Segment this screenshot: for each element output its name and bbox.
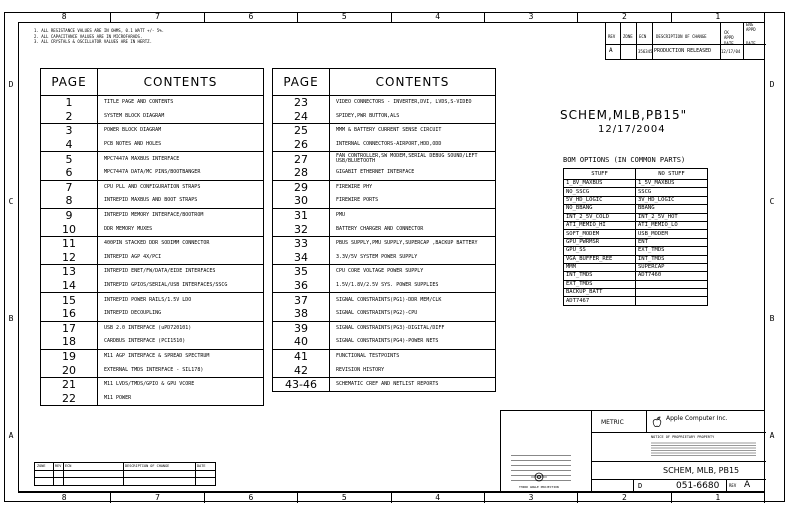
page-title: DDR MEMORY MUXES [98, 222, 264, 236]
no-stuff-header: NO STUFF [636, 169, 708, 180]
contents-row [273, 265, 496, 279]
bom-no-stuff-cell: 3V_HD_LOGIC [636, 196, 708, 204]
lower-left-table [34, 462, 216, 486]
contents-row [273, 349, 496, 363]
contents-row [273, 194, 496, 208]
drawing-number: 051-6680 [676, 481, 720, 491]
page-title: SIGNAL CONSTRAINTS(PG2)-CPU [330, 307, 496, 321]
contents-table-left [40, 68, 264, 406]
page-title: FAN CONTROLLER,SW MODEM,SERIAL DEBUG SOUND/LEFT USB/BLUETOOTH [330, 152, 496, 166]
contents-row [41, 391, 264, 405]
zone-marker: 6 [205, 12, 298, 22]
bom-no-stuff-cell: EXT_TMDS [636, 247, 708, 255]
page-number: 20 [41, 363, 98, 377]
zone-marker: D [769, 80, 775, 89]
page-title: FIREWIRE PORTS [330, 194, 496, 208]
revision-block [605, 22, 765, 60]
size-value: D [638, 482, 643, 490]
page-number: 34 [273, 251, 330, 265]
zone-marker: D [8, 80, 14, 89]
page-number: 37 [273, 293, 330, 307]
page-title: M11 POWER [98, 391, 264, 405]
contents-row [41, 293, 264, 307]
page-title: INTREPID DECOUPLING [98, 307, 264, 321]
contents-row [273, 124, 496, 138]
contents-row [273, 110, 496, 124]
contents-row [41, 307, 264, 321]
zone-marker: C [769, 197, 775, 206]
page-number: 11 [41, 236, 98, 250]
bom-no-stuff-cell [636, 280, 708, 288]
page-title: EXTERNAL TMDS INTERFACE - SIL178) [98, 363, 264, 377]
page-title: POWER BLOCK DIAGRAM [98, 124, 264, 138]
bom-stuff-cell: NO_BBANG [564, 205, 636, 213]
zone-marker: B [769, 314, 775, 323]
zone-header: ZONE [623, 34, 633, 39]
bom-no-stuff-cell: INT_2_5V_HOT [636, 213, 708, 221]
bom-no-stuff-cell: ENT [636, 238, 708, 246]
bom-options-table [563, 168, 708, 306]
bom-no-stuff-cell: ATI_MEMIO_LO [636, 221, 708, 229]
bom-no-stuff-cell: INT_TMDS [636, 255, 708, 263]
zone-marker: A [769, 431, 775, 440]
bom-stuff-cell: EXT_TMDS [564, 280, 636, 288]
page-title: M11 AGP INTERFACE & SPREAD SPECTRUM [98, 349, 264, 363]
schematic-title: SCHEM,MLB,PB15" [560, 108, 688, 122]
contents-column-header: CONTENTS [330, 69, 496, 96]
page-number: 13 [41, 265, 98, 279]
page-number: 5 [41, 152, 98, 166]
contents-row [273, 251, 496, 265]
bom-row [564, 188, 708, 196]
contents-row [41, 265, 264, 279]
page-title: BATTERY CHARGER AND CONNECTOR [330, 222, 496, 236]
page-number: 2 [41, 110, 98, 124]
zone-marker: 2 [578, 493, 671, 503]
zone-marker: 8 [18, 493, 111, 503]
bom-stuff-cell: NO_SSCG [564, 188, 636, 196]
bom-row [564, 213, 708, 221]
rev-header: REV [608, 34, 616, 39]
page-title: SIGNAL CONSTRAINTS(PG1)-DDR MEM/CLK [330, 293, 496, 307]
eng-appd-header: ENG APPD [746, 22, 756, 32]
page-title: PMU [330, 208, 496, 222]
zone-marker: 5 [298, 493, 391, 503]
metric-label: METRIC [601, 419, 624, 426]
bom-stuff-cell: ATI_MEMIO_HI [564, 221, 636, 229]
zone-marker: B [8, 314, 14, 323]
bom-row [564, 272, 708, 280]
contents-row [41, 124, 264, 138]
page-title: MPC7447A MAXBUS INTERFACE [98, 152, 264, 166]
contents-row [41, 166, 264, 180]
bom-stuff-cell: BACKUP_BATT [564, 289, 636, 297]
bom-no-stuff-cell: SUPERCAP [636, 263, 708, 271]
ll-description-header: DESCRIPTION OF CHANGE [125, 464, 170, 468]
page-title: GIGABIT ETHERNET INTERFACE [330, 166, 496, 180]
contents-row [273, 222, 496, 236]
page-number: 39 [273, 321, 330, 335]
page-number: 6 [41, 166, 98, 180]
bom-stuff-cell: 5V_HD_LOGIC [564, 196, 636, 204]
date-value: 12/17/04 [721, 49, 741, 54]
zone-marker: 4 [392, 493, 485, 503]
page-title: REVISION HISTORY [330, 363, 496, 377]
page-title: USB 2.0 INTERFACE (uPD720101) [98, 321, 264, 335]
page-number: 18 [41, 335, 98, 349]
bom-no-stuff-cell: ADT7460 [636, 272, 708, 280]
page-number: 35 [273, 265, 330, 279]
contents-row [41, 152, 264, 166]
page-title: 1.5V/1.8V/2.5V SYS. POWER SUPPLIES [330, 279, 496, 293]
contents-row [273, 180, 496, 194]
page-number: 26 [273, 138, 330, 152]
bom-row [564, 238, 708, 246]
zone-marker: 3 [485, 12, 578, 22]
note-line: 3. ALL CRYSTALS & OSCILLATOR VALUES ARE IN HERTZ. [34, 39, 153, 44]
drawing-title: SCHEM, MLB, PB15 [663, 466, 740, 475]
contents-row [41, 110, 264, 124]
contents-row [41, 194, 264, 208]
page-title: FUNCTIONAL TESTPOINTS [330, 349, 496, 363]
bom-stuff-cell: MMM [564, 263, 636, 271]
company-name: Apple Computer Inc. [666, 415, 728, 422]
page-title: CPU CORE VOLTAGE POWER SUPPLY [330, 265, 496, 279]
page-number: 9 [41, 208, 98, 222]
zone-marker: 8 [18, 12, 111, 22]
bom-stuff-cell: GPU_SS [564, 247, 636, 255]
page-number: 30 [273, 194, 330, 208]
description-header: DESCRIPTION OF CHANGE [656, 34, 707, 39]
bom-stuff-cell: INT_2_5V_COLD [564, 213, 636, 221]
ecn-header: ECN [639, 34, 647, 39]
zone-marker: 1 [672, 493, 765, 503]
page-title: SPIDEY,PWR BUTTON,ALS [330, 110, 496, 124]
page-number: 27 [273, 152, 330, 166]
page-number: 29 [273, 180, 330, 194]
page-title: PCB NOTES AND HOLES [98, 138, 264, 152]
bom-row [564, 180, 708, 188]
general-notes [34, 28, 164, 45]
bom-stuff-cell: ADT7467 [564, 297, 636, 305]
contents-row [273, 166, 496, 180]
page-column-header: PAGE [273, 69, 330, 96]
page-number: 10 [41, 222, 98, 236]
page-title: TITLE PAGE AND CONTENTS [98, 96, 264, 110]
contents-row [41, 222, 264, 236]
ll-zone-header: ZONE [37, 464, 46, 468]
page-title: CARDBUS INTERFACE (PCI1510) [98, 335, 264, 349]
bom-row [564, 196, 708, 204]
page-title: SIGNAL CONSTRAINTS(PG3)-DIGITAL/DIFF [330, 321, 496, 335]
bom-options-title: BOM OPTIONS (IN COMMON PARTS) [563, 156, 686, 164]
page-number: 31 [273, 208, 330, 222]
bom-row [564, 255, 708, 263]
contents-column-header: CONTENTS [98, 69, 264, 96]
bom-stuff-cell: VGA_BUFFER_REE [564, 255, 636, 263]
page-number: 1 [41, 96, 98, 110]
page-title: SCHEMATIC CREF AND NETLIST REPORTS [330, 377, 496, 392]
bom-no-stuff-cell [636, 297, 708, 305]
zone-marker: A [8, 431, 14, 440]
page-title: MMM & BATTERY CURRENT SENSE CIRCUIT [330, 124, 496, 138]
page-number: 40 [273, 335, 330, 349]
proprietary-notice: NOTICE OF PROPRIETARY PROPERTY [651, 435, 715, 439]
zone-marker: 3 [485, 493, 578, 503]
rev-label: REV [729, 483, 737, 488]
contents-row [41, 321, 264, 335]
page-number: 28 [273, 166, 330, 180]
contents-row [273, 208, 496, 222]
page-title: INTERNAL CONNECTORS-AIRPORT,HDD,ODD [330, 138, 496, 152]
stuff-header: STUFF [564, 169, 636, 180]
bom-row [564, 280, 708, 288]
contents-row [41, 138, 264, 152]
page-title: 400PIN STACKED DDR SODIMM CONNECTOR [98, 236, 264, 250]
bom-row [564, 297, 708, 305]
page-title: M11 LVDS/TMDS/GPIO & GPU VCORE [98, 377, 264, 391]
note-line: 2. ALL CAPACITANCE VALUES ARE IN MICROFARADS. [34, 33, 143, 39]
bom-no-stuff-cell: 1_5V_MAXBUS [636, 180, 708, 188]
bom-no-stuff-cell: BBANG [636, 205, 708, 213]
bom-row [564, 205, 708, 213]
contents-row [273, 152, 496, 166]
note-line: 1. ALL RESISTANCE VALUES ARE IN OHMS, 0.1 WATT +/- 5%. [34, 28, 165, 33]
contents-row [273, 377, 496, 392]
zone-marker: C [8, 197, 14, 206]
contents-row [41, 279, 264, 293]
rev-value: A [609, 47, 613, 54]
page-number: 8 [41, 194, 98, 208]
bom-row [564, 247, 708, 255]
zone-marker: 5 [298, 12, 391, 22]
page-title: 3.3V/5V SYSTEM POWER SUPPLY [330, 251, 496, 265]
page-column-header: PAGE [41, 69, 98, 96]
contents-row [273, 96, 496, 110]
ck-appd-header: CK APPD [724, 30, 734, 40]
contents-row [273, 363, 496, 377]
bom-no-stuff-cell: USB_MODEM [636, 230, 708, 238]
third-angle-label: THIRD ANGLE PROJECTION [519, 485, 559, 489]
page-number: 3 [41, 124, 98, 138]
bom-no-stuff-cell [636, 289, 708, 297]
zone-marker: 4 [392, 12, 485, 22]
page-number: 42 [273, 363, 330, 377]
page-number: 21 [41, 377, 98, 391]
page-number: 19 [41, 349, 98, 363]
contents-table-right [272, 68, 496, 392]
title-block [500, 410, 765, 492]
page-number: 14 [41, 279, 98, 293]
apple-logo-icon [651, 413, 663, 432]
ecn-value: 356345 [638, 49, 653, 54]
page-number: 33 [273, 236, 330, 250]
zone-marker: 7 [111, 493, 204, 503]
page-number: 4 [41, 138, 98, 152]
contents-row [273, 236, 496, 250]
page-title: VIDEO CONNECTORS - INVERTER,DVI, LVDS,S-VIDEO [330, 96, 496, 110]
rev-letter: A [744, 480, 751, 490]
contents-row [41, 377, 264, 391]
page-number: 17 [41, 321, 98, 335]
page-title: MPC7447A DATA/MC PINS/BOOTBANGER [98, 166, 264, 180]
schematic-date: 12/17/2004 [598, 124, 666, 135]
page-number: 23 [273, 96, 330, 110]
page-number: 12 [41, 251, 98, 265]
ll-ecn-header: ECN [65, 464, 72, 468]
page-number: 15 [41, 293, 98, 307]
contents-row [41, 349, 264, 363]
page-number: 16 [41, 307, 98, 321]
contents-row [273, 307, 496, 321]
page-number: 43-46 [273, 377, 330, 392]
page-number: 24 [273, 110, 330, 124]
page-title: SIGNAL CONSTRAINTS(PG4)-POWER NETS [330, 335, 496, 349]
contents-row [273, 138, 496, 152]
contents-row [41, 236, 264, 250]
page-number: 36 [273, 279, 330, 293]
page-title: FIREWIRE PHY [330, 180, 496, 194]
ll-date-header: DATE [197, 464, 206, 468]
contents-row [273, 279, 496, 293]
description-value: PRODUCTION RELEASED [654, 48, 712, 54]
zone-marker: 2 [578, 12, 671, 22]
page-title: SYSTEM BLOCK DIAGRAM [98, 110, 264, 124]
bom-row [564, 289, 708, 297]
bom-row [564, 221, 708, 229]
bom-stuff-cell: SOFT_MODEM [564, 230, 636, 238]
zone-marker: 6 [205, 493, 298, 503]
contents-row [273, 293, 496, 307]
bom-stuff-cell: INT_TMDS [564, 272, 636, 280]
page-number: 22 [41, 391, 98, 405]
zone-marker: 1 [672, 12, 765, 22]
bom-row [564, 263, 708, 271]
bom-row [564, 230, 708, 238]
page-title: CPU PLL AND CONFIGURATION STRAPS [98, 180, 264, 194]
page-number: 25 [273, 124, 330, 138]
page-title: INTREPID MEMORY INTERFACE/BOOTROM [98, 208, 264, 222]
contents-row [41, 363, 264, 377]
page-title: INTREPID GPIOS/SERIAL/USB INTERFACES/SSCG [98, 279, 264, 293]
page-number: 7 [41, 180, 98, 194]
zone-markers-bottom [18, 492, 765, 503]
contents-row [273, 321, 496, 335]
page-title: INTREPID POWER RAILS/1.5V LDO [98, 293, 264, 307]
page-title: INTREPID AGP 4X/PCI [98, 251, 264, 265]
ll-rev-header: REV [55, 464, 62, 468]
contents-row [41, 180, 264, 194]
contents-row [41, 335, 264, 349]
contents-row [41, 208, 264, 222]
zone-marker: 7 [111, 12, 204, 22]
contents-row [41, 251, 264, 265]
contents-row [41, 96, 264, 110]
page-title: INTREPID MAXBUS AND BOOT STRAPS [98, 194, 264, 208]
page-title: PBUS SUPPLY,PMU SUPPLY,SUPERCAP ,BACKUP BATTERY [330, 236, 496, 250]
bom-stuff-cell: GPU_PWRMSR [564, 238, 636, 246]
page-number: 38 [273, 307, 330, 321]
page-number: 32 [273, 222, 330, 236]
page-title: INTREPID ENET/FW/DATA/EIDE INTERFACES [98, 265, 264, 279]
notice-fineprint [651, 441, 756, 457]
bom-no-stuff-cell: SSCG [636, 188, 708, 196]
contents-row [273, 335, 496, 349]
bom-stuff-cell: 1_8V_MAXBUS [564, 180, 636, 188]
page-number: 41 [273, 349, 330, 363]
